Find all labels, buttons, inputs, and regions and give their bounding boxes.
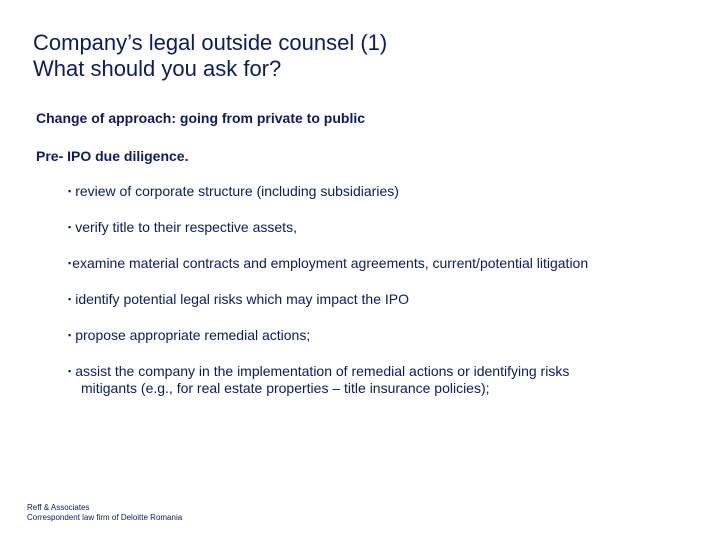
bullet-text: review of corporate structure (including subsidiaries) [75, 183, 399, 199]
bullet-text: propose appropriate remedial actions; [75, 327, 311, 343]
square-bullet-icon: ▪ [68, 258, 72, 268]
bullet-item [68, 255, 718, 272]
square-bullet-icon: ▪ [68, 222, 72, 232]
subheading-due-diligence: Pre- IPO due diligence. [36, 148, 189, 164]
title-line-1: Company’s legal outside counsel (1) [33, 30, 388, 55]
bullet-text: verify title to their respective assets, [75, 219, 297, 235]
bullet-text: examine material contracts and employment agreements, current/potential litigation [72, 255, 589, 271]
footer [27, 503, 182, 523]
square-bullet-icon: ▪ [68, 330, 72, 340]
bullet-text: identify potential legal risks which may impact the IPO [75, 291, 410, 307]
bullet-item [68, 327, 718, 344]
bullet-item [68, 291, 718, 308]
subheading-approach: Change of approach: going from private to public [36, 110, 366, 126]
bullet-item [68, 219, 718, 236]
bullet-item [68, 183, 718, 200]
bullet-text-continuation: mitigants (e.g., for real estate properties – title insurance policies); [81, 380, 490, 396]
title-line-2: What should you ask for? [33, 56, 282, 81]
footer-firm-name: Reff & Associates [27, 503, 90, 512]
square-bullet-icon: ▪ [68, 294, 72, 304]
bullet-list [68, 183, 718, 416]
square-bullet-icon: ▪ [68, 186, 72, 196]
bullet-item [68, 363, 718, 397]
footer-correspondent: Correspondent law firm of Deloitte Romania [27, 513, 183, 522]
bullet-text: assist the company in the implementation of remedial actions or identifying risks [75, 363, 570, 379]
slide-title [33, 30, 387, 82]
square-bullet-icon: ▪ [68, 366, 72, 376]
